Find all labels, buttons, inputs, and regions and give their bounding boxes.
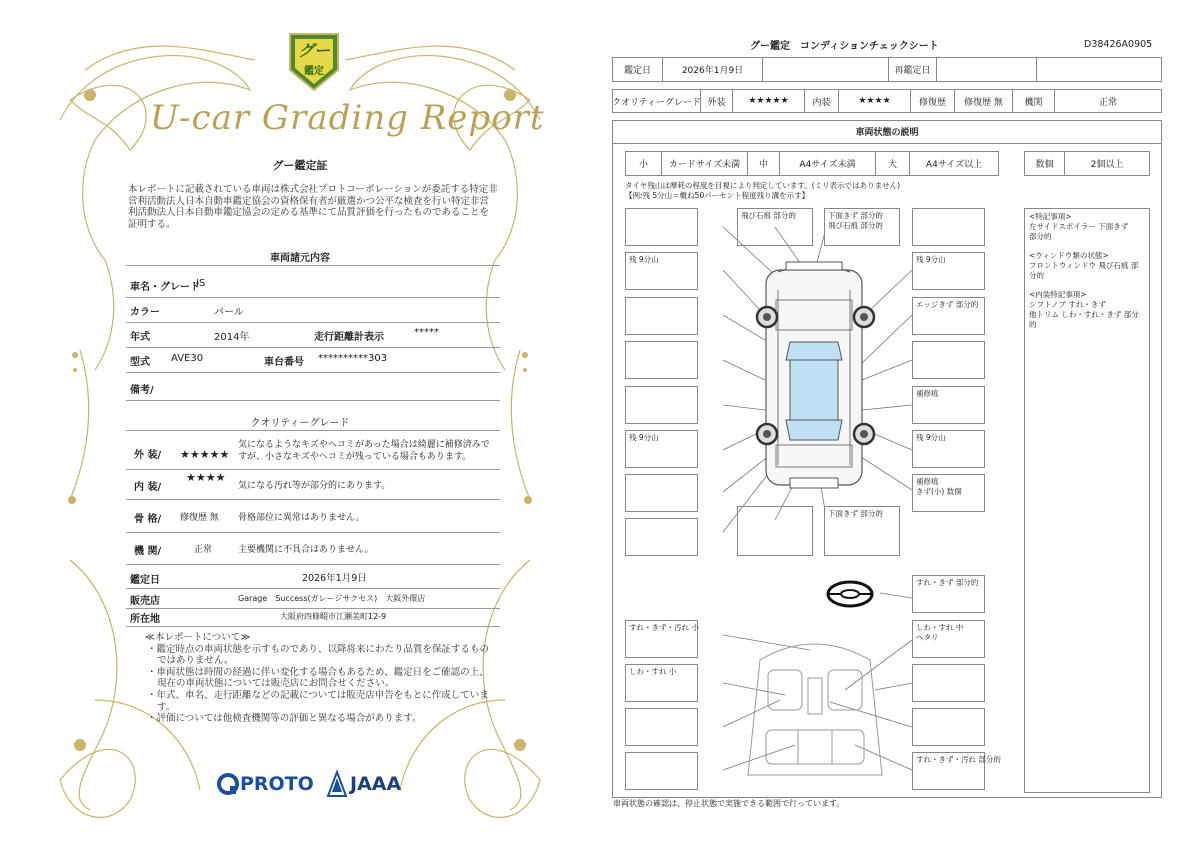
- year-value: 2014年: [214, 332, 250, 343]
- engine-text: 主要機関に不具合はありません。: [238, 545, 374, 555]
- diagram-box: [912, 708, 985, 746]
- quality-row-exterior: [126, 435, 500, 470]
- diagram-box-int-1: すれ・きず・汚れ 小: [625, 620, 698, 658]
- diagram-box: [912, 208, 985, 246]
- specs-heading: 車両諸元内容: [270, 253, 330, 264]
- spec-row-remarks: [126, 372, 500, 401]
- divider: [126, 265, 500, 266]
- address-label: 所在地: [130, 614, 160, 625]
- diagram-box-int-3: しわ・すれ 中 ヘタリ: [912, 620, 985, 658]
- special-notes-panel: [1024, 208, 1150, 793]
- size-small: 小: [626, 152, 662, 175]
- jaaa-logo-icon: [326, 770, 348, 798]
- diagram-box: [912, 341, 985, 379]
- special-line: 左サイドスポイラー 下面きず: [1029, 222, 1129, 231]
- diagram-box: [625, 341, 698, 379]
- note-item: ・評価については他検査機関等の評価と異なる場合があります。: [147, 713, 422, 725]
- frame-text: 骨格部位に異常はありません。: [238, 513, 365, 523]
- date-label: 鑑定日: [613, 58, 663, 81]
- document-id: D38426A0905: [1084, 39, 1153, 50]
- frame-label: 骨 格/: [134, 514, 162, 525]
- proto-logo-icon: [216, 772, 240, 796]
- diagram-box: [625, 518, 698, 556]
- engine-value: 正常: [194, 545, 213, 555]
- diagram-box-int-2: しわ・すれ 小: [625, 664, 698, 702]
- size-large-desc: A4サイズ以上: [925, 160, 983, 170]
- note-item: ・鑑定時点の車両状態を示すものであり、以降将来にわたり品質を保証するものではありません。: [147, 643, 490, 667]
- diagram-box: [625, 208, 698, 246]
- mileage-label: 走行距離計表示: [314, 332, 384, 343]
- exterior-text: 気になるようなキズやヘコミがあった場合は綺麗に補修済みですが、小さなキズやヘコミが残っている場合もあります。: [238, 440, 490, 462]
- diagram-box-repair-2: 補修痕 きず(小) 数個: [912, 474, 985, 512]
- count-label: 数個: [1025, 152, 1065, 175]
- car-interior-view: [748, 644, 882, 775]
- section-title: 車両状態の説明: [612, 120, 1162, 144]
- sheet-footer: 車両状態の確認は、停止状態で実施できる範囲で行っています。: [613, 799, 845, 808]
- proto-logo-text: PROTO: [240, 773, 314, 795]
- diagram-box-tire-fr: 残 9分山: [912, 252, 985, 290]
- script-title: U-car Grading Report: [150, 98, 545, 138]
- diagram-box-top-3: 下面きず 部分的 飛び石痕 部分的: [824, 208, 900, 246]
- name-label: 車名・グレード: [130, 282, 200, 293]
- row-date: [126, 566, 500, 589]
- diagram-box-under: 下面きず 部分的: [824, 506, 900, 556]
- ext-stars: ★★★★★: [733, 90, 805, 112]
- spec-row-year: [126, 322, 500, 348]
- diagram-box-top-2: 飛び石痕 部分的: [737, 208, 813, 246]
- car-top-view: [766, 262, 862, 488]
- frame-value: 修復歴 無: [180, 513, 219, 523]
- name-value: IS: [196, 278, 206, 289]
- divider: [126, 430, 500, 431]
- diagram-box: [625, 386, 698, 424]
- chassis-value: **********303: [318, 353, 388, 364]
- quality-heading: クオリティーグレード: [250, 418, 350, 429]
- date-value: 2026年1月9日: [302, 573, 367, 584]
- tire-note-2: 【例:残 5分山＝概ね50パーセント程度残り溝を示す】: [625, 191, 810, 200]
- color-label: カラー: [130, 307, 160, 318]
- engine-label: 機 関/: [134, 546, 162, 557]
- certificate-intro: 本レポートに記載されている車両は株式会社プロトコーポレーションが委託する特定非営利活動法人日本自動車鑑定協会の資格保有者が厳選かつ公平な検査を行い特定非営利活動法人日本自動車鑑定協会の定める基準にて品質評価を行ったものであることを証明する。: [128, 184, 498, 230]
- quality-row-engine: [126, 532, 500, 565]
- interior-text: 気になる汚れ等が部分的にあります。: [238, 481, 391, 491]
- diagram-box-int-4: すれ・きず・汚れ 部分的: [912, 752, 985, 790]
- date-label: 鑑定日: [130, 575, 160, 586]
- diagram-box: [625, 474, 698, 512]
- spec-row-model: [126, 347, 500, 373]
- year-label: 年式: [130, 332, 150, 343]
- interior-title: <内装特記事項>: [1029, 290, 1087, 299]
- note-item: ・車両状態は時間の経過に伴い変化する場合もあるため、鑑定日をご確認の上、現在の車両状態については販売店にお問合せください。: [147, 666, 489, 690]
- mileage-value: *****: [414, 327, 439, 338]
- diagram-box: [737, 506, 813, 556]
- interior-line: シフトノブ すれ・きず: [1029, 300, 1106, 309]
- badge-bottom-text: 鑑定: [304, 66, 324, 77]
- exterior-stars: ★★★★★: [180, 448, 230, 461]
- engine-value: 正常: [1098, 97, 1117, 108]
- int-label: 内装: [805, 90, 839, 112]
- dealer-value: Garage Success(ガレージサクセス) 大阪外環店: [238, 594, 426, 603]
- diagram-box-tire-rl: 残 9分山: [625, 430, 698, 468]
- row-dealer: [126, 588, 500, 609]
- model-value: AVE30: [171, 353, 204, 364]
- special-title: <特記事項>: [1029, 212, 1072, 221]
- address-value: 大阪府四條畷市江瀬美町12-9: [280, 612, 387, 621]
- window-line: フロントウィンドウ 飛び石痕 部分的: [1029, 261, 1139, 280]
- special-line: 部分的: [1029, 232, 1052, 241]
- remarks-label: 備考/: [130, 385, 154, 396]
- badge-top-text: グー: [297, 41, 330, 60]
- notes-title: ≪本レポートについて≫: [145, 632, 251, 643]
- diagram-box-edge: エッジきず 部分的: [912, 297, 985, 335]
- repair-label: 修復歴: [911, 90, 955, 112]
- window-title: <ウィンドウ類の状態>: [1029, 251, 1109, 260]
- diagram-box: [625, 708, 698, 746]
- size-large: 大: [876, 152, 910, 175]
- quality-row-interior: [126, 469, 500, 500]
- diagram-box: [625, 297, 698, 335]
- color-value: パール: [214, 307, 244, 318]
- exterior-label: 外 装/: [134, 450, 162, 461]
- diagram-box-tire-rr: 残 9分山: [912, 430, 985, 468]
- certificate-heading: グー鑑定証: [272, 159, 328, 172]
- spec-row-name: [126, 272, 500, 298]
- quality-label: クオリティーグレード: [613, 90, 701, 112]
- int-stars: ★★★★: [839, 90, 911, 112]
- dealer-label: 販売店: [130, 596, 160, 607]
- reinspect-label: 再鑑定日: [889, 58, 937, 81]
- row-address: [126, 608, 500, 627]
- size-mid: 中: [748, 152, 780, 175]
- note-item: ・年式、車名、走行距離などの記載については販売店申告をもとに作成しています。: [147, 689, 489, 713]
- sheet-title: グー鑑定 コンディションチェックシート: [750, 41, 939, 52]
- size-mid-desc: A4サイズ未満: [780, 152, 876, 175]
- count-desc: 2個以上: [1090, 160, 1124, 170]
- ext-label: 外装: [701, 90, 733, 112]
- spec-row-color: [126, 297, 500, 323]
- steering-wheel-icon: [828, 582, 872, 606]
- report-notes: [145, 632, 495, 725]
- size-small-desc: カードサイズ未満: [662, 152, 748, 175]
- quality-row-frame: [126, 499, 500, 533]
- engine-label: 機関: [1013, 90, 1055, 112]
- tire-note-1: タイヤ残山は摩耗の程度を目視により判定しています。(ミリ表示ではありません): [625, 181, 901, 190]
- model-label: 型式: [130, 357, 150, 368]
- diagram-box: [625, 752, 698, 790]
- interior-label: 内 装/: [134, 482, 162, 493]
- diagram-box: [912, 664, 985, 702]
- date-value: 2026年1月9日: [663, 58, 763, 81]
- interior-line: 他トリム しわ・すれ・きず 部分的: [1029, 310, 1139, 329]
- interior-stars: ★★★★: [186, 471, 226, 484]
- diagram-box-tire-fl: 残 9分山: [625, 252, 698, 290]
- chassis-label: 車台番号: [264, 357, 304, 368]
- repair-value: 修復歴 無: [955, 90, 1013, 112]
- condition-check-sheet: [600, 0, 1200, 848]
- diagram-box-repair: 補修痕: [912, 386, 985, 424]
- diagram-box-steering: すれ・きず 部分的: [912, 575, 985, 613]
- jaaa-logo-text: JAAA: [350, 773, 402, 795]
